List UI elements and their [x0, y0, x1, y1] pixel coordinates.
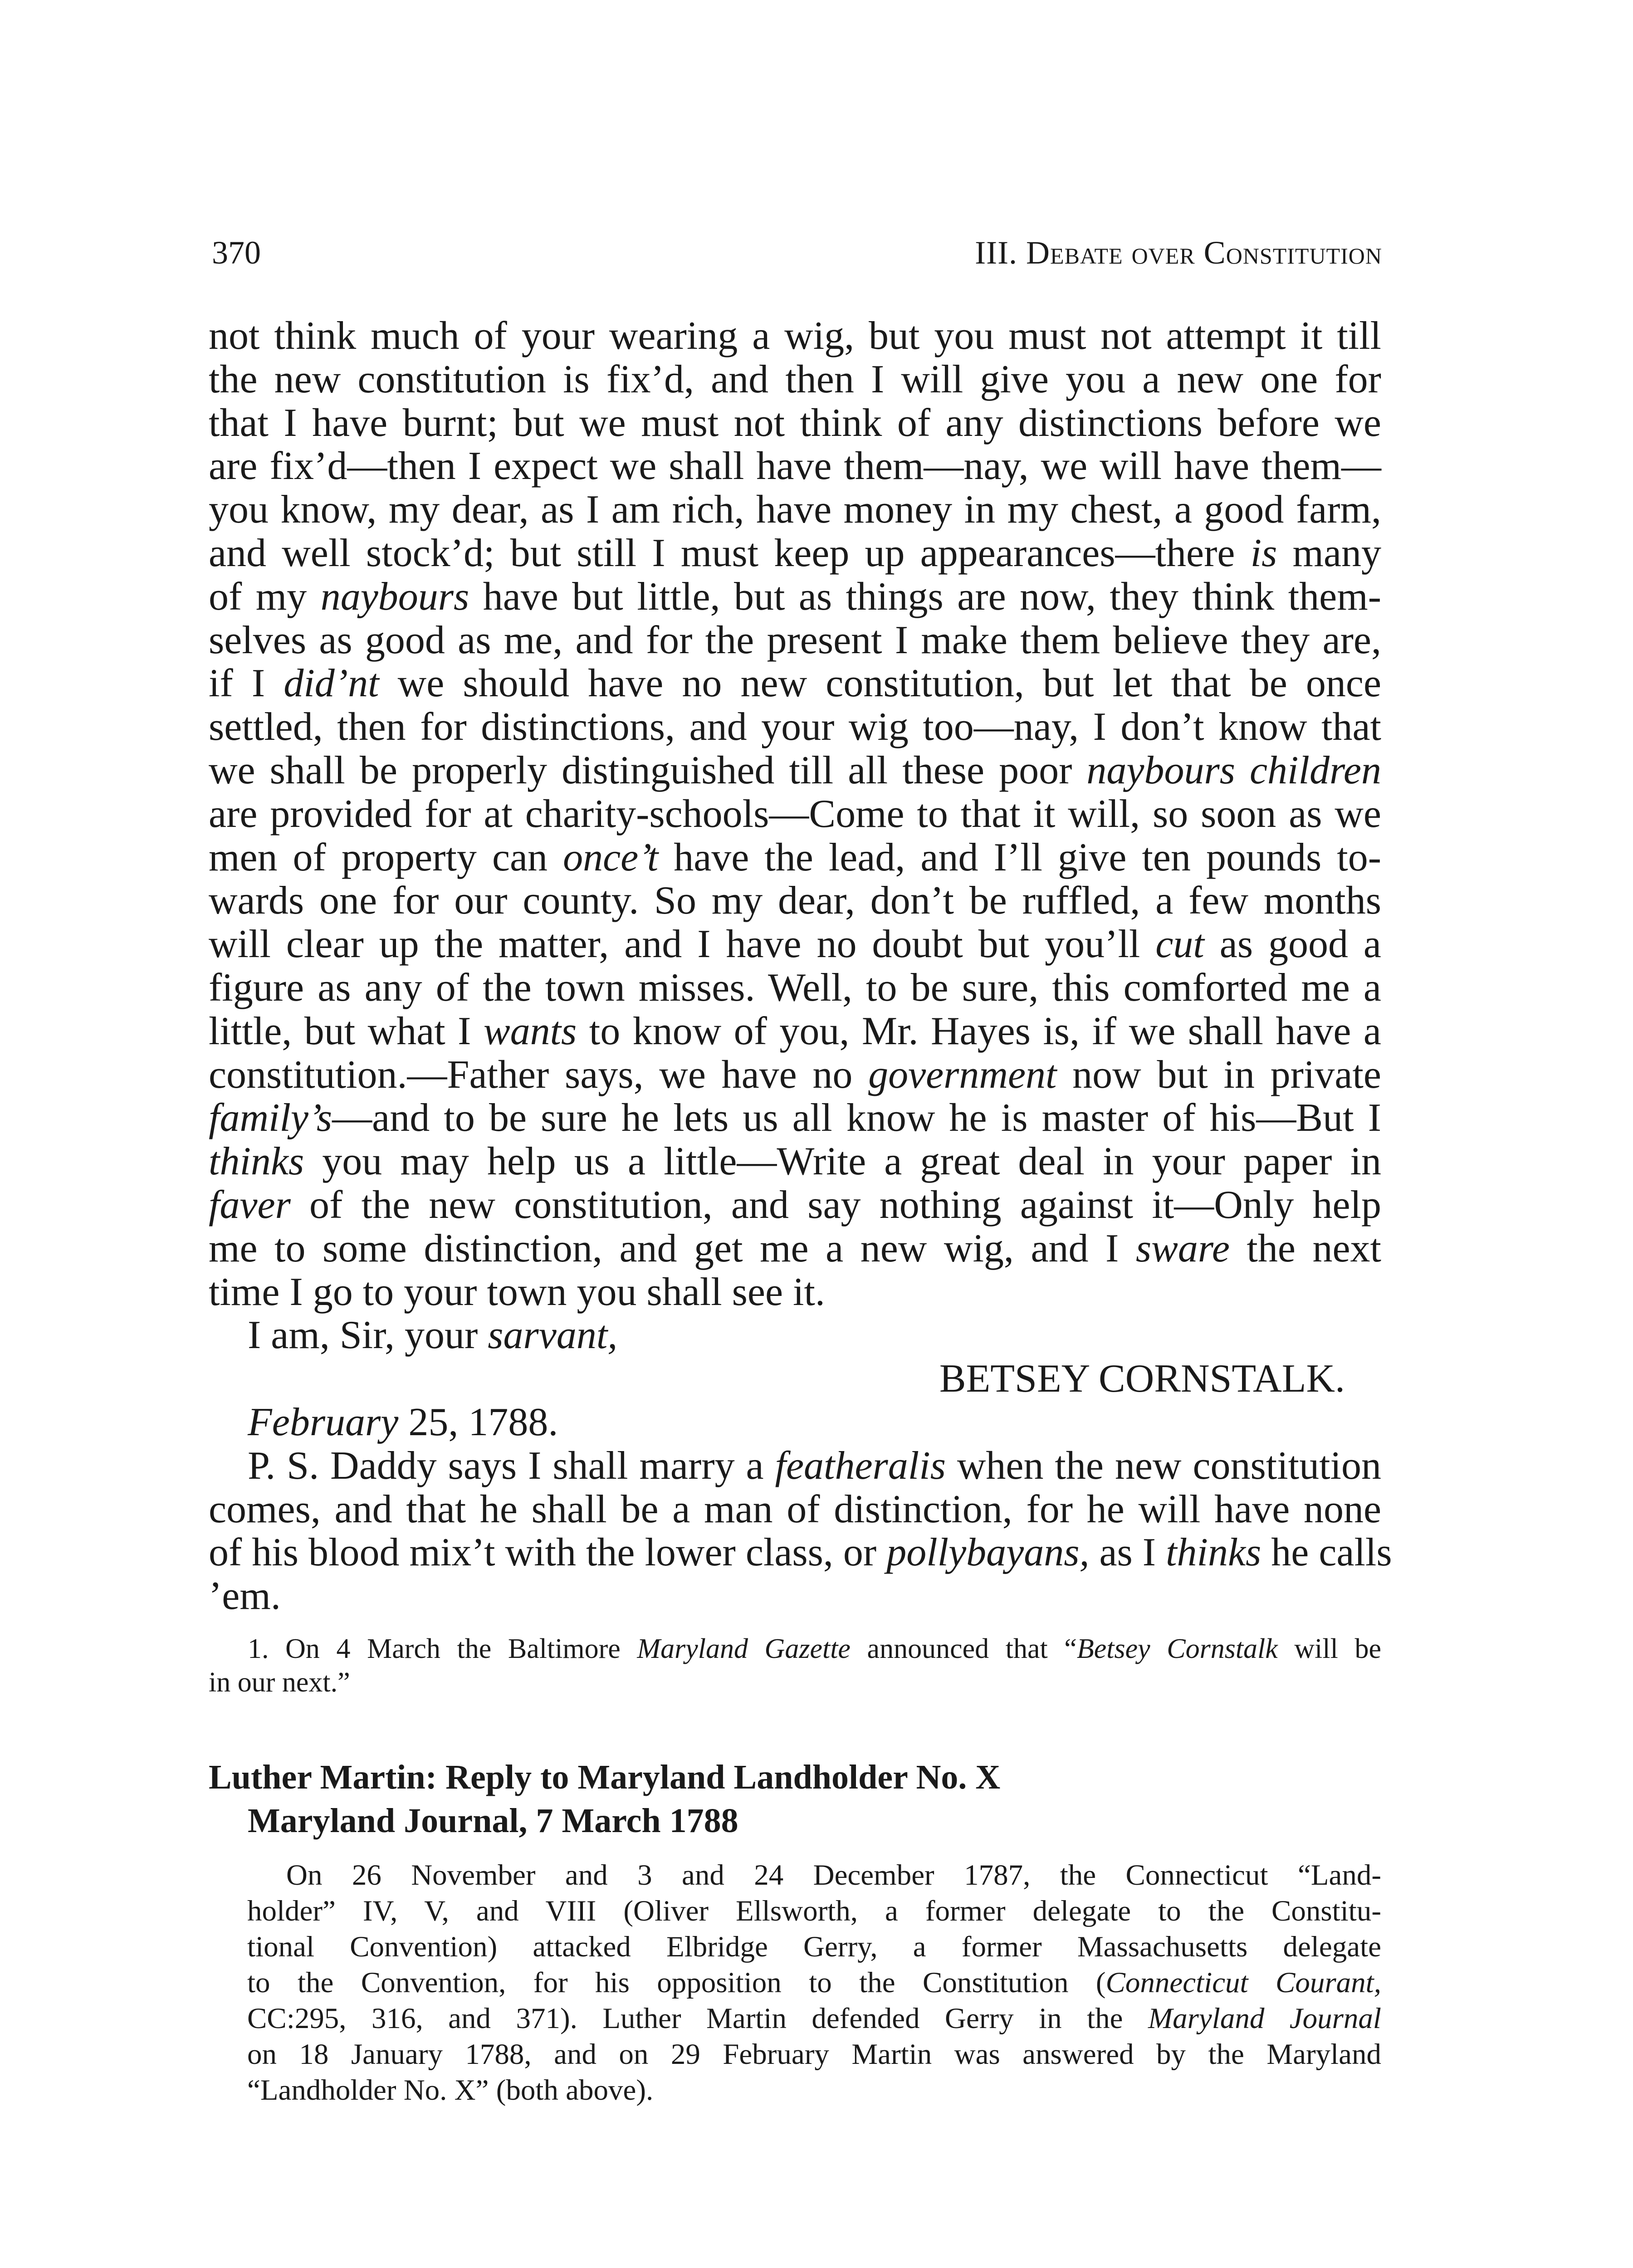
- italic-text: is: [1250, 531, 1277, 575]
- text-run: time I go to your town you shall see it.: [209, 1270, 825, 1314]
- text-run: to know of you, Mr. Hayes is, if we shall have a: [577, 1009, 1381, 1053]
- italic-text: wants: [483, 1009, 577, 1053]
- italic-text: pollybayans,: [886, 1530, 1090, 1575]
- text-run: tional Convention) attacked Elbridge Gerry, a former Massachusetts delegate: [247, 1931, 1381, 1963]
- footnote-line: [209, 1666, 1381, 1699]
- text-run: have the lead, and I’ll give ten pounds to-: [658, 835, 1381, 880]
- italic-text: cut: [1155, 922, 1204, 967]
- text-run: he calls: [1261, 1530, 1392, 1575]
- italic-text: family’s: [209, 1096, 332, 1140]
- text-run: the new constitution is fix’d, and then I will give you a new one for: [209, 357, 1381, 401]
- letter-line: [209, 1183, 1381, 1227]
- italic-text: Maryland Gazette: [637, 1633, 851, 1664]
- text-run: me to some distinction, and get me a new wig, and I: [209, 1226, 1136, 1271]
- letter-line: [209, 575, 1381, 619]
- text-run: have but little, but as things are now, they think them-: [469, 574, 1381, 619]
- editorial-line: [247, 2001, 1381, 2037]
- letter-line: [209, 1227, 1381, 1271]
- text-run: many: [1277, 531, 1382, 575]
- italic-text: featheralis: [775, 1443, 946, 1488]
- letter-line: [209, 401, 1381, 445]
- text-run: as good a: [1204, 922, 1381, 967]
- letter-line: [209, 662, 1381, 705]
- text-run: holder” IV, V, and VIII (Oliver Ellsworth, a former delegate to the Constitu-: [247, 1895, 1381, 1927]
- text-run: figure as any of the town misses. Well, to be sure, this comforted me a: [209, 965, 1381, 1010]
- running-title: III. Debate over Constitution: [975, 235, 1382, 271]
- text-run: are provided for at charity-schools—Come to that it will, so soon as we: [209, 792, 1381, 836]
- editorial-line: [247, 1965, 1381, 2001]
- postscript-line: [209, 1530, 1392, 1575]
- text-run: constitution.—Father says, we have no: [209, 1052, 869, 1097]
- text-run: —and to be sure he lets us all know he is master of his—But I: [332, 1096, 1381, 1140]
- text-run: announced that “: [850, 1633, 1077, 1664]
- letter-line: [209, 1140, 1381, 1183]
- text-run: when the new constitution: [945, 1443, 1381, 1488]
- text-run: and well stock’d; but still I must keep up appearances—there: [209, 531, 1251, 575]
- italic-text: February: [248, 1400, 399, 1444]
- text-run: men of property can: [209, 835, 563, 880]
- text-run: will be: [1277, 1633, 1381, 1664]
- italic-text: Maryland Journal: [1148, 2002, 1381, 2035]
- letter-line: [209, 1053, 1381, 1097]
- text-run: we should have no new constitution, but let that be once: [379, 661, 1381, 706]
- text-run: P. S. Daddy says I shall marry a: [248, 1443, 775, 1488]
- italic-text: once’t: [563, 835, 659, 880]
- letter-line: [209, 879, 1381, 923]
- letter-line: [209, 1010, 1381, 1053]
- letter-body: [209, 314, 1392, 1618]
- letter-line: [209, 836, 1381, 880]
- text-run: on 18 January 1788, and on 29 February Martin was answered by the Maryland: [247, 2038, 1381, 2071]
- postscript-line: [209, 1574, 1381, 1618]
- italic-text: naybours children: [1086, 748, 1381, 792]
- italic-text: did’nt: [284, 661, 379, 706]
- letter-line: [209, 358, 1381, 401]
- letter-date: [209, 1401, 1381, 1444]
- postscript-line: [209, 1444, 1381, 1488]
- italic-text: Connecticut Courant,: [1105, 1966, 1381, 1999]
- text-run: now but in private: [1056, 1052, 1381, 1097]
- italic-text: thinks: [209, 1139, 304, 1184]
- footnote-line: [209, 1632, 1381, 1666]
- text-run: 25, 1788.: [398, 1400, 558, 1444]
- text-run: CC:295, 316, and 371). Luther Martin defended Gerry in the: [247, 2002, 1148, 2035]
- text-run: we shall be properly distinguished till all these poor: [209, 748, 1087, 792]
- letter-line: [209, 1271, 1381, 1314]
- letter-signature: [209, 1357, 1381, 1401]
- text-run: comes, and that he shall be a man of distinction, for he will have none: [209, 1487, 1381, 1531]
- letter-line: [209, 923, 1381, 966]
- letter-line: [209, 749, 1381, 792]
- text-run: that I have burnt; but we must not think of any distinctions before we: [209, 401, 1381, 445]
- text-run: “Landholder No. X” (both above).: [247, 2074, 654, 2107]
- text-run: the next: [1229, 1226, 1381, 1271]
- text-run: 1. On 4 March the Baltimore: [248, 1633, 637, 1664]
- footnote: [209, 1632, 1381, 1699]
- text-run: not think much of your wearing a wig, but you must not attempt it till: [209, 314, 1381, 358]
- editorial-line: [247, 1893, 1381, 1929]
- text-run: to the Convention, for his opposition to the Constitution (: [247, 1966, 1106, 1999]
- letter-line: [209, 314, 1381, 358]
- letter-line: [209, 1096, 1381, 1140]
- text-run: you may help us a little—Write a great deal in your paper in: [304, 1139, 1381, 1184]
- text-run: ’em.: [209, 1574, 281, 1618]
- text-run: of the new constitution, and say nothing against it—Only help: [290, 1183, 1381, 1227]
- text-run: BETSEY CORNSTALK.: [939, 1357, 1345, 1401]
- letter-line: [209, 619, 1381, 662]
- letter-line: [209, 705, 1381, 749]
- text-run: wards one for our county. So my dear, don’t be ruffled, a few months: [209, 879, 1381, 923]
- text-run: On 26 November and 3 and 24 December 1787, the Connecticut “Land-: [286, 1859, 1381, 1892]
- italic-text: faver: [209, 1183, 291, 1227]
- text-run: are fix’d—then I expect we shall have them—nay, we will have them—: [209, 444, 1381, 489]
- text-run: of his blood mix’t with the lower class, or: [209, 1530, 887, 1575]
- italic-text: thinks: [1166, 1530, 1261, 1575]
- text-run: you know, my dear, as I am rich, have money in my chest, a good farm,: [209, 488, 1381, 532]
- italic-text: sarvant,: [488, 1313, 618, 1358]
- text-run: selves as good as me, and for the present I make them believe they are,: [209, 618, 1381, 662]
- editorial-line: [247, 2072, 1381, 2108]
- italic-text: Betsey Cornstalk: [1076, 1633, 1278, 1664]
- letter-line: [209, 445, 1381, 488]
- running-head: [212, 228, 1382, 278]
- editorial-line: [247, 1929, 1381, 1965]
- text-run: I am, Sir, your: [248, 1313, 488, 1358]
- postscript-line: [209, 1488, 1381, 1531]
- text-run: little, but what I: [209, 1009, 484, 1053]
- text-run: of my: [209, 574, 321, 619]
- letter-line: [209, 532, 1381, 575]
- letter-closing: [209, 1314, 1381, 1357]
- text-run: will clear up the matter, and I have no doubt but you’ll: [209, 922, 1156, 967]
- text-run: in our next.”: [209, 1667, 350, 1698]
- editorial-line: [247, 1857, 1381, 1893]
- text-run: settled, then for distinctions, and your wig too—nay, I don’t know that: [209, 705, 1381, 749]
- letter-line: [209, 792, 1381, 836]
- document-title: Luther Martin: Reply to Maryland Landholder No. X: [209, 1758, 1001, 1796]
- text-run: as I: [1089, 1530, 1166, 1575]
- italic-text: sware: [1135, 1226, 1230, 1271]
- text-run: if I: [209, 661, 284, 706]
- letter-line: [209, 488, 1381, 532]
- document-heading: [209, 1755, 1381, 1843]
- editorial-note: [247, 1857, 1381, 2108]
- letter-line: [209, 966, 1381, 1010]
- italic-text: government: [868, 1052, 1057, 1097]
- italic-text: naybours: [320, 574, 469, 619]
- document-source: Maryland Journal, 7 March 1788: [248, 1802, 738, 1840]
- page-number: 370: [212, 235, 261, 271]
- editorial-line: [247, 2037, 1381, 2072]
